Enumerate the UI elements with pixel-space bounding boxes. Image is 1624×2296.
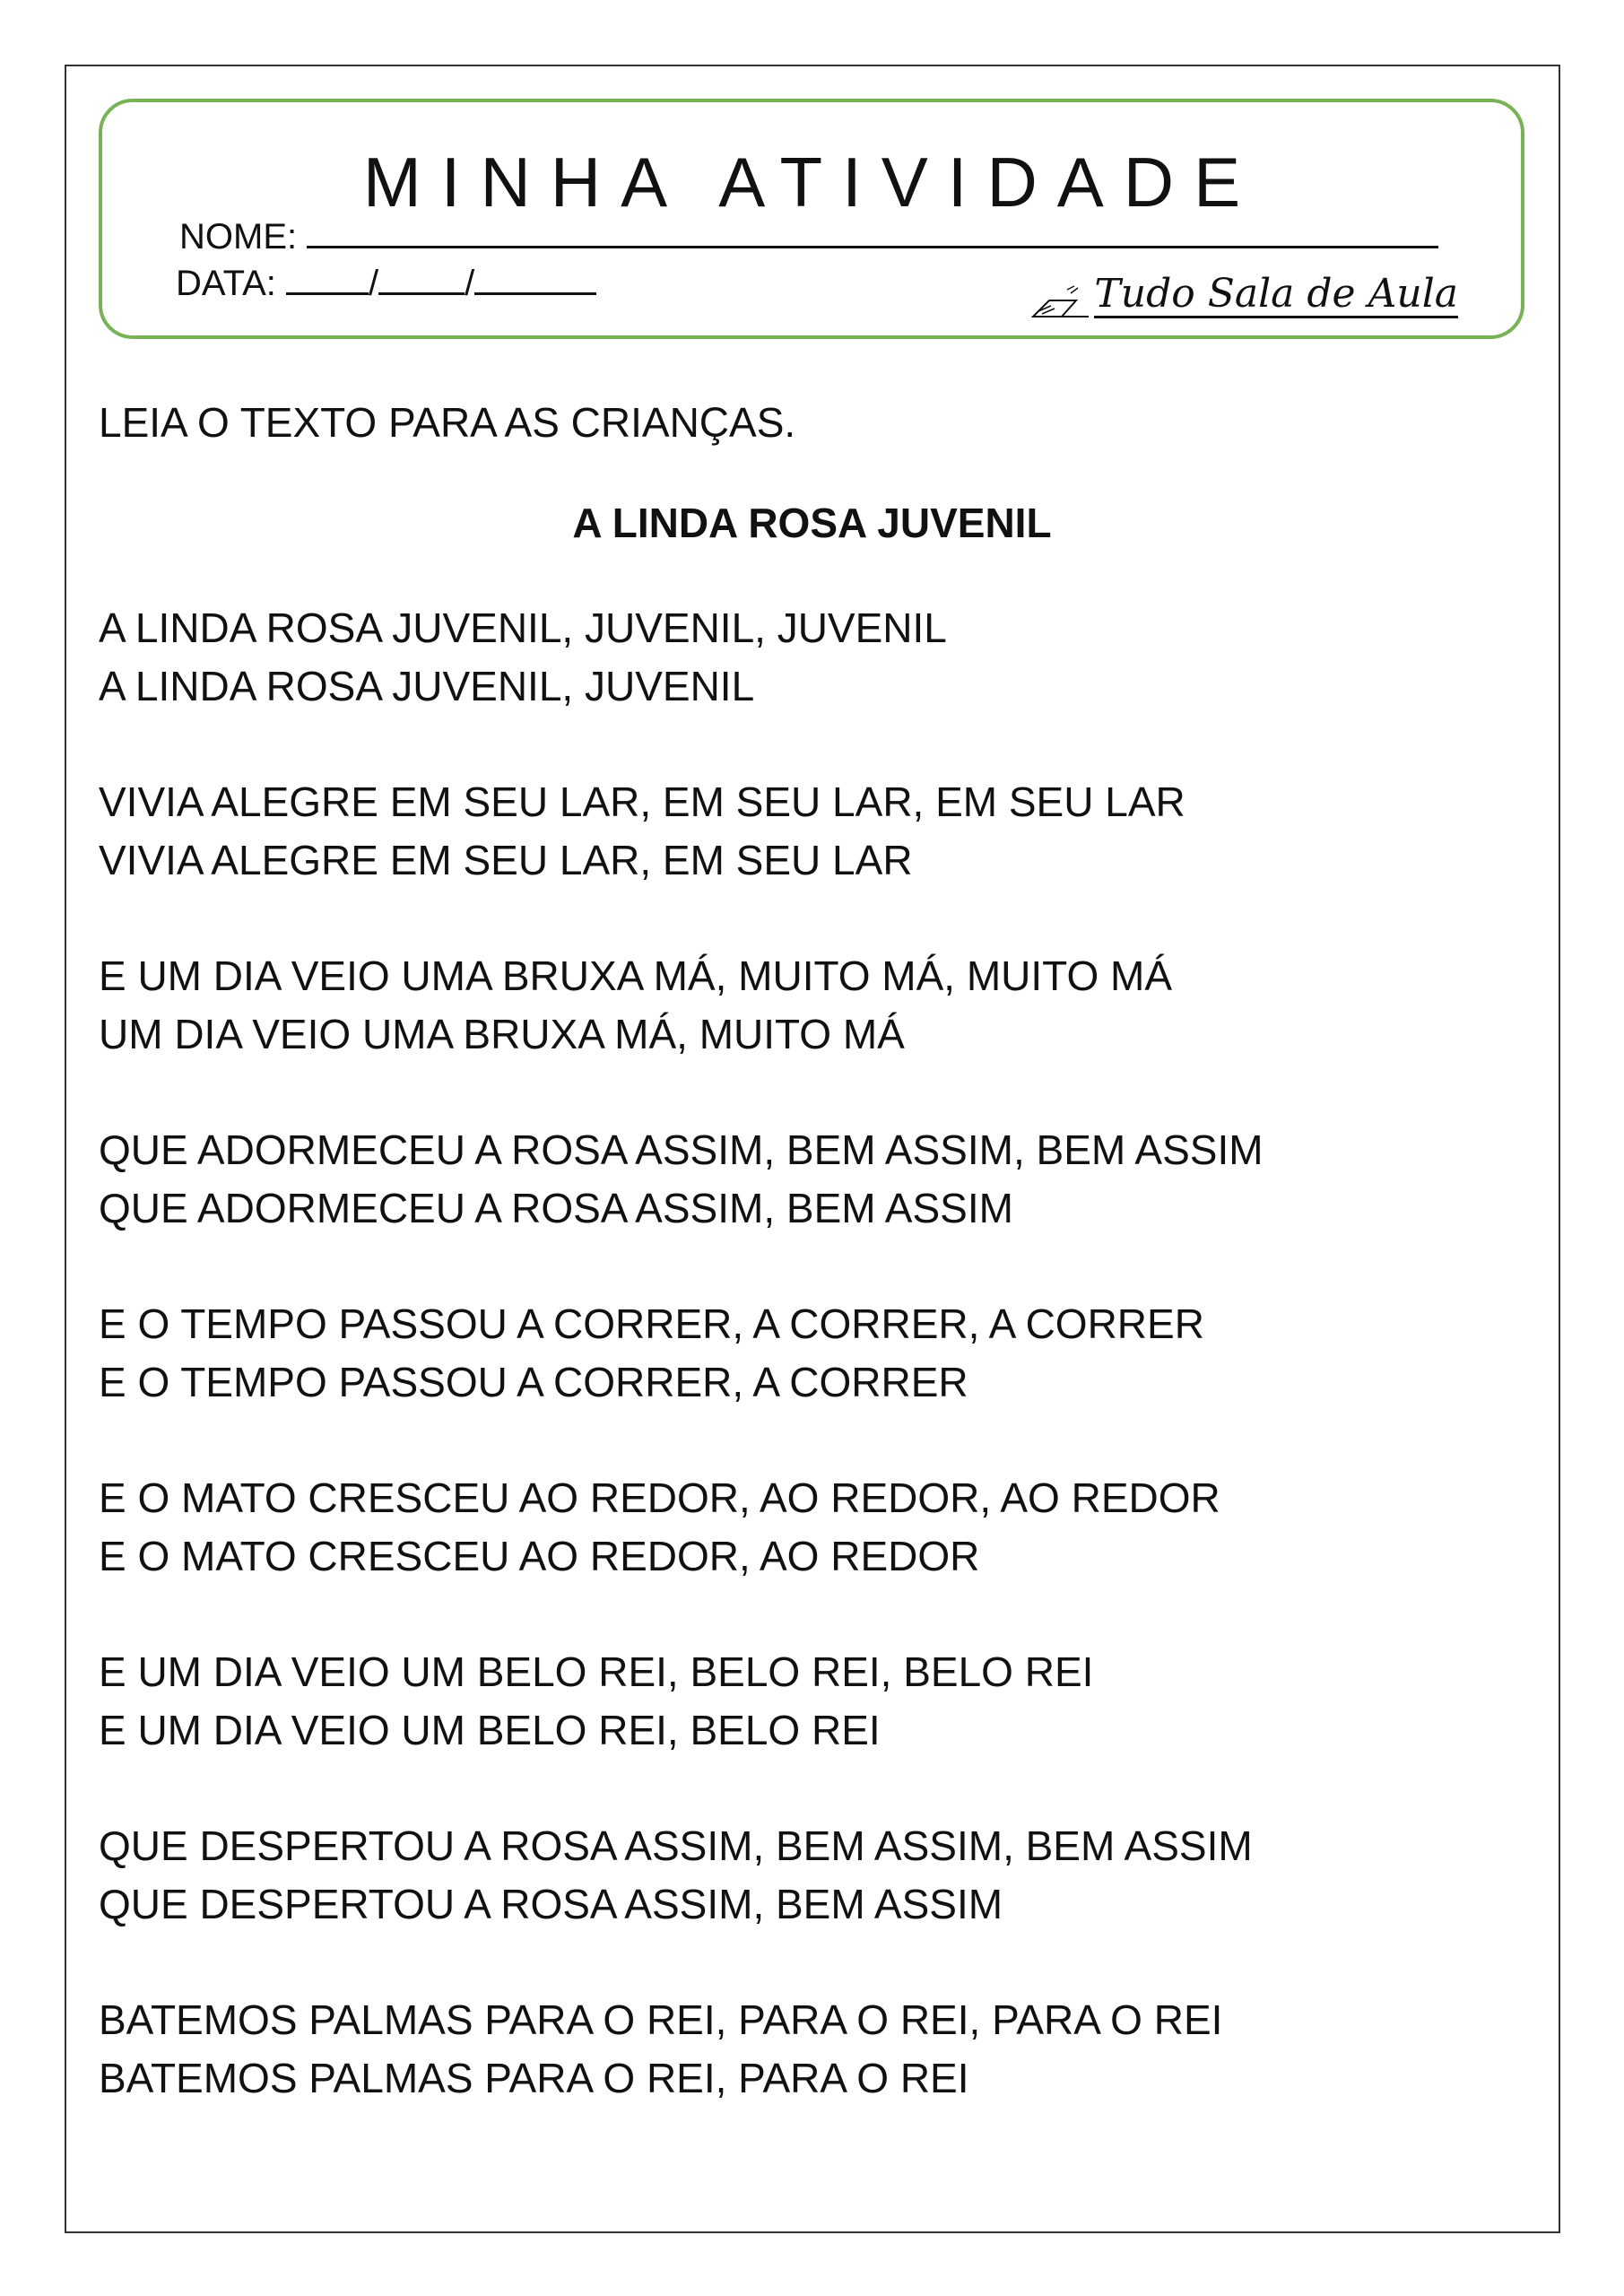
- instruction-text: LEIA O TEXTO PARA AS CRIANÇAS.: [99, 399, 796, 446]
- lyric-line: E O TEMPO PASSOU A CORRER, A CORRER: [99, 1359, 968, 1405]
- name-field[interactable]: [179, 217, 1438, 257]
- name-label: NOME:: [179, 217, 298, 257]
- lyric-line: E O MATO CRESCEU AO REDOR, AO REDOR, AO REDOR: [99, 1474, 1220, 1521]
- stanza: [99, 947, 1264, 1064]
- stanza: [99, 773, 1264, 890]
- lyric-line: QUE DESPERTOU A ROSA ASSIM, BEM ASSIM, BEM ASSIM: [99, 1822, 1253, 1869]
- logo: [1031, 271, 1458, 318]
- lyric-line: UM DIA VEIO UMA BRUXA MÁ, MUITO MÁ: [99, 1011, 905, 1057]
- lyric-line: A LINDA ROSA JUVENIL, JUVENIL: [99, 663, 755, 709]
- song-title: A LINDA ROSA JUVENIL: [572, 500, 1052, 546]
- lyric-line: QUE ADORMECEU A ROSA ASSIM, BEM ASSIM, BEM ASSIM: [99, 1126, 1264, 1173]
- lyric-line: E O MATO CRESCEU AO REDOR, AO REDOR: [99, 1533, 980, 1579]
- lyric-line: BATEMOS PALMAS PARA O REI, PARA O REI: [99, 2055, 969, 2101]
- lyric-line: E UM DIA VEIO UM BELO REI, BELO REI: [99, 1707, 881, 1753]
- date-separator: /: [368, 264, 379, 303]
- lyric-line: E UM DIA VEIO UM BELO REI, BELO REI, BELO REI: [99, 1648, 1094, 1695]
- name-blank[interactable]: [307, 219, 1438, 248]
- book-icon: [1031, 283, 1090, 318]
- stanza: [99, 1817, 1264, 1934]
- date-separator: /: [465, 264, 475, 303]
- lyric-line: QUE DESPERTOU A ROSA ASSIM, BEM ASSIM: [99, 1881, 1003, 1927]
- lyric-line: E UM DIA VEIO UMA BRUXA MÁ, MUITO MÁ, MUITO MÁ: [99, 952, 1173, 999]
- lyric-line: VIVIA ALEGRE EM SEU LAR, EM SEU LAR: [99, 837, 913, 883]
- date-month-blank[interactable]: [378, 265, 465, 295]
- date-label: DATA:: [176, 264, 276, 303]
- lyric-line: A LINDA ROSA JUVENIL, JUVENIL, JUVENIL: [99, 604, 947, 651]
- song-lyrics: [99, 599, 1264, 2165]
- stanza: [99, 1643, 1264, 1760]
- lyric-line: BATEMOS PALMAS PARA O REI, PARA O REI, PARA O REI: [99, 1996, 1223, 2043]
- stanza: [99, 1121, 1264, 1238]
- lyric-line: QUE ADORMECEU A ROSA ASSIM, BEM ASSIM: [99, 1185, 1013, 1231]
- date-day-blank[interactable]: [286, 265, 369, 295]
- stanza: [99, 1469, 1264, 1586]
- lyric-line: E O TEMPO PASSOU A CORRER, A CORRER, A CORRER: [99, 1300, 1204, 1347]
- date-year-blank[interactable]: [474, 265, 596, 295]
- date-field[interactable]: [176, 264, 596, 304]
- stanza: [99, 599, 1264, 716]
- stanza: [99, 1295, 1264, 1412]
- page-title: MINHA ATIVIDADE: [362, 143, 1261, 222]
- lyric-line: VIVIA ALEGRE EM SEU LAR, EM SEU LAR, EM SEU LAR: [99, 778, 1185, 825]
- header-box: [99, 99, 1524, 339]
- stanza: [99, 1991, 1264, 2108]
- logo-text: Tudo Sala de Aula: [1094, 271, 1458, 317]
